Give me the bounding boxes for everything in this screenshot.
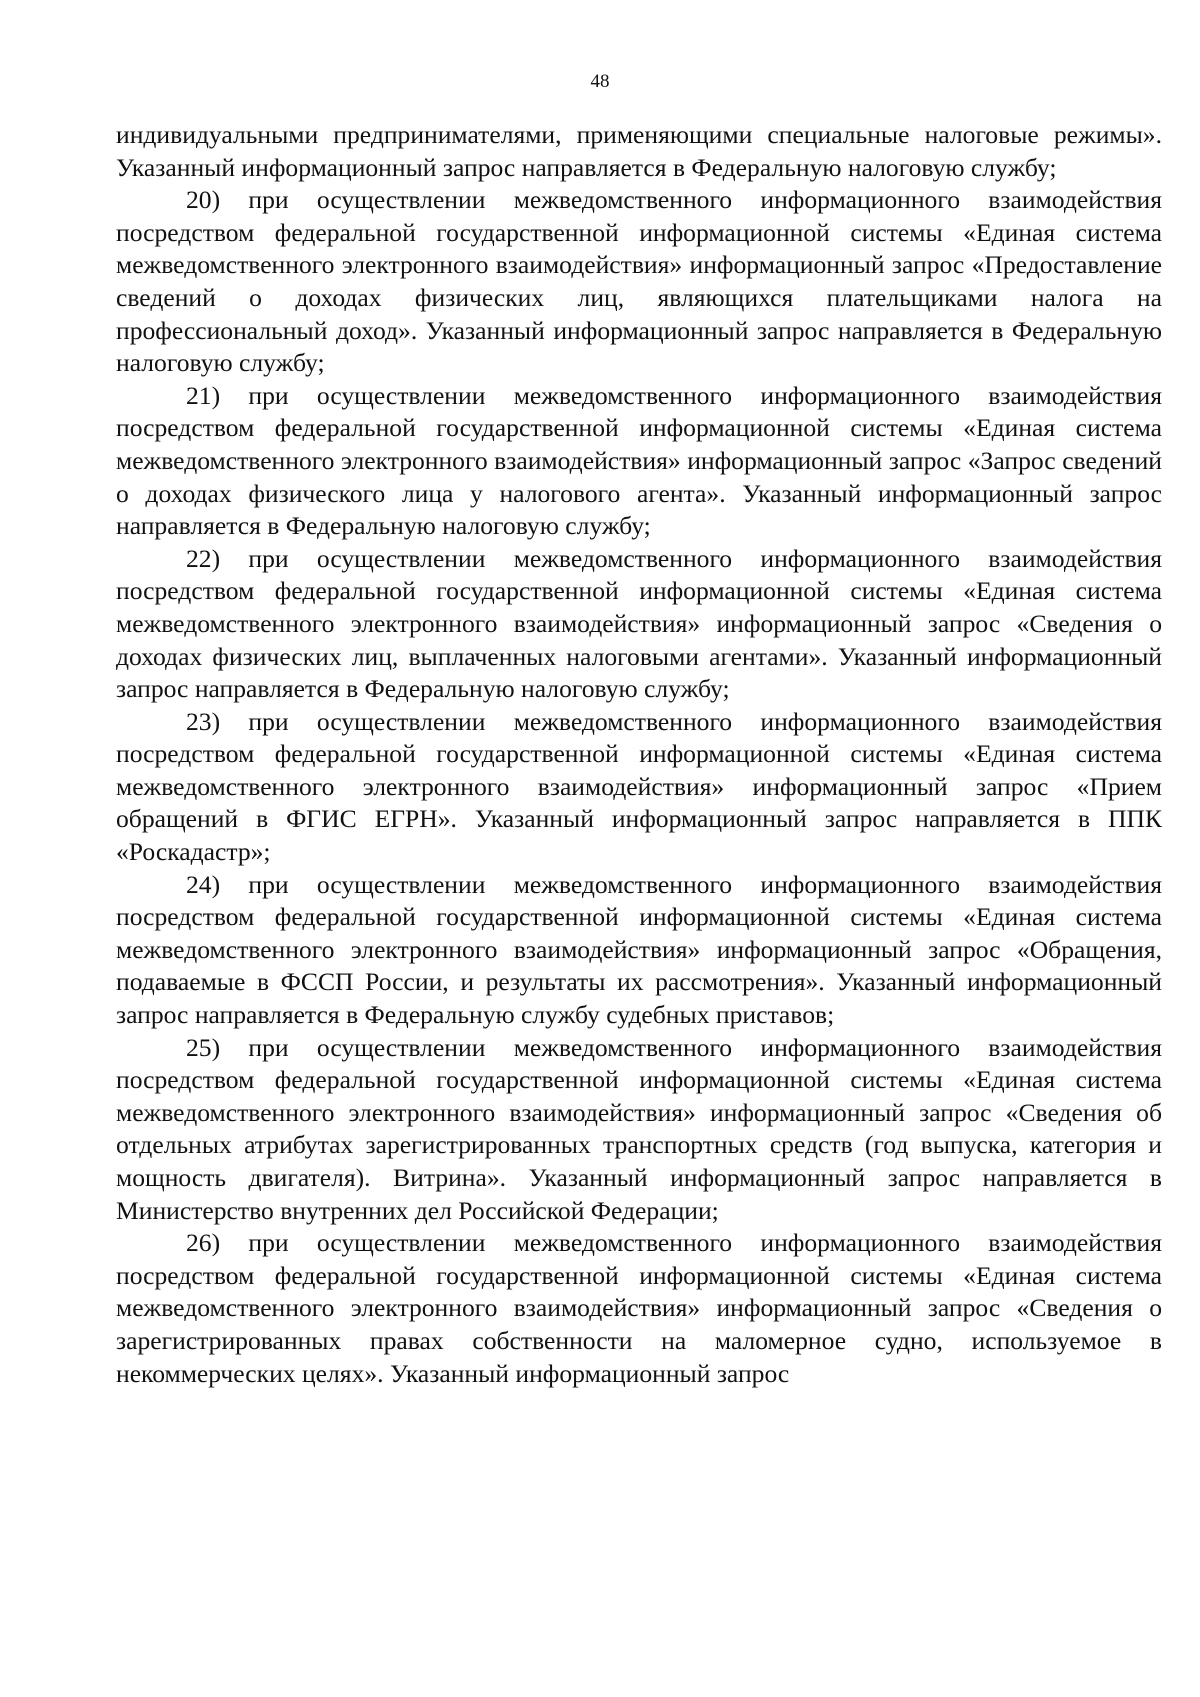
list-item-24: 24) при осуществлении межведомственного информационного взаимодействия посредством федеральной государственной информационной системы «Единая система межведомственного электронного взаимодействия» информационный запрос «Обращения, подаваемые в ФССП России, и результаты их рассмотрения». Указанный информационный запрос направляется в Федеральную службу судебных приставов; — [116, 869, 1162, 1030]
list-item-21: 21) при осуществлении межведомственного информационного взаимодействия посредством федеральной государственной информационной системы «Единая система межведомственного электронного взаимодействия» информационный запрос «Запрос сведений о доходах физического лица у налогового агента». Указанный информационный запрос направляется в Федеральную налоговую службу; — [116, 380, 1162, 541]
document-body — [116, 119, 1162, 1390]
list-item-23: 23) при осуществлении межведомственного информационного взаимодействия посредством федеральной государственной информационной системы «Единая система межведомственного электронного взаимодействия» информационный запрос «Прием обращений в ФГИС ЕГРН». Указанный информационный запрос направляется в ППК «Роскадастр»; — [116, 706, 1162, 867]
list-item-20: 20) при осуществлении межведомственного информационного взаимодействия посредством федеральной государственной информационной системы «Единая система межведомственного электронного взаимодействия» информационный запрос «Предоставление сведений о доходах физических лиц, являющихся плательщиками налога на профессиональный доход». Указанный информационный запрос направляется в Федеральную налоговую службу; — [116, 185, 1162, 378]
page-number: 48 — [590, 71, 610, 92]
list-item-25: 25) при осуществлении межведомственного информационного взаимодействия посредством федеральной государственной информационной системы «Единая система межведомственного электронного взаимодействия» информационный запрос «Сведения об отдельных атрибутах зарегистрированных транспортных средств (год выпуска, категория и мощность двигателя). Витрина». Указанный информационный запрос направляется в Министерство внутренних дел Российской Федерации; — [116, 1032, 1162, 1225]
list-item-26: 26) при осуществлении межведомственного информационного взаимодействия посредством федеральной государственной информационной системы «Единая система межведомственного электронного взаимодействия» информационный запрос «Сведения о зарегистрированных правах собственности на маломерное судно, используемое в некоммерческих целях». Указанный информационный запрос — [116, 1228, 1162, 1388]
paragraph-continuation: индивидуальными предпринимателями, применяющими специальные налоговые режимы». Указанный информационный запрос направляется в Федеральную налоговую службу; — [116, 120, 1162, 182]
list-item-22: 22) при осуществлении межведомственного информационного взаимодействия посредством федеральной государственной информационной системы «Единая система межведомственного электронного взаимодействия» информационный запрос «Сведения о доходах физических лиц, выплаченных налоговыми агентами». Указанный информационный запрос направляется в Федеральную налоговую службу; — [116, 543, 1162, 704]
